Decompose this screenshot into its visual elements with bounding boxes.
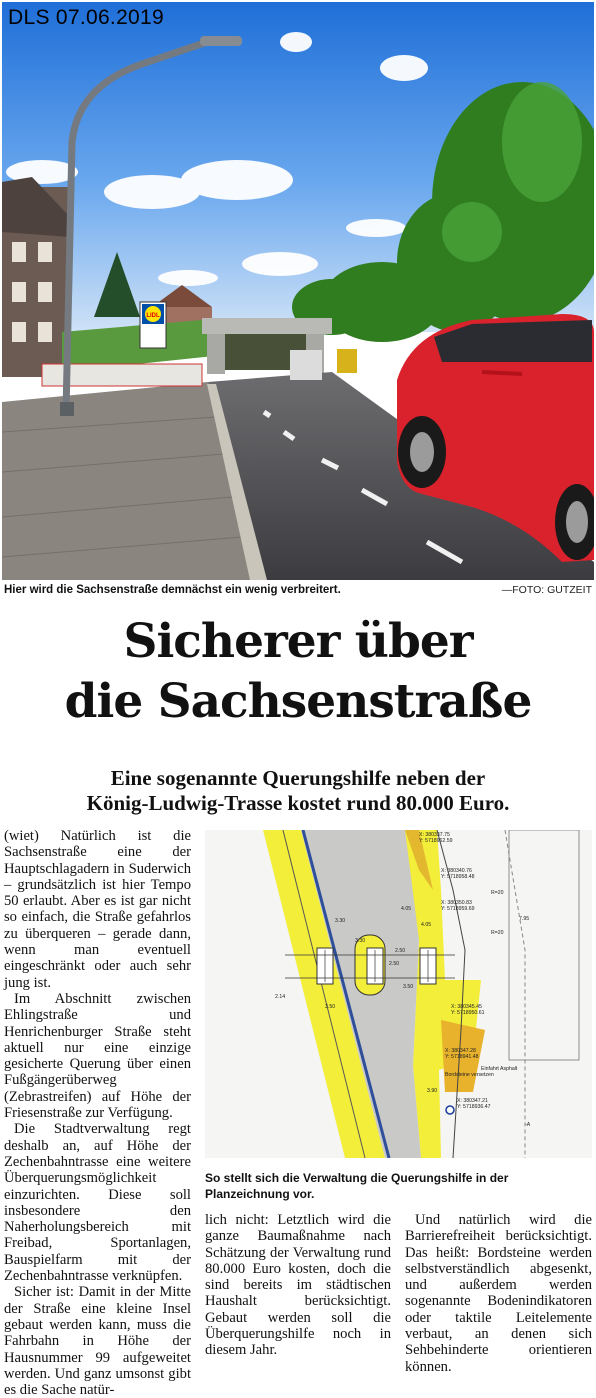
plan-label: 3.50 [325,1004,336,1010]
street-photo [2,2,594,580]
plan-label: Y: 5718959.69 [441,906,475,912]
paragraph: Sicher ist: Damit in der Mitte der Straße eine kleine Insel gebaut werden kann, muss die Fahrbahn in Höhe der Hausnummer 99 aufgeweitet werden. Und ganz umsonst gibt es die Sache natür- [4,1284,191,1398]
headline-line-1: Sicherer über [123,614,473,669]
paragraph: Die Stadtverwaltung regt deshalb an, auf Höhe der Zechenbahntrasse eine weitere Überquerungsmöglichkeit einzurichten. Diese soll insbesondere den Naherholungsbereich mit Freibad, Sportanlagen, Bauspielfarm mit der Zechenbahntrasse verknüpfen. [4,1121,191,1285]
paragraph: Und natürlich wird die Barrierefreiheit berücksichtigt. Das heißt: Bordsteine werden selbstverständlich abgesenkt, und außerdem werden sogenannte Bodenindikatoren oder taktile Leitelemente verbaut, an denen sich Sehbehinderte orientieren können. [405,1212,592,1375]
plan-label: R=20 [491,890,504,896]
plan-label: 7.95 [519,916,530,922]
photo-credit: —FOTO: GUTZEIT [501,584,592,596]
subheadline-line-1: Eine sogenannte Querungshilfe neben der [110,766,486,790]
plan-label: X: 380347.21 [457,1098,488,1104]
plan-label: Y: 5718941.48 [445,1054,479,1060]
plan-label: Y: 5718958.48 [441,874,475,880]
subheadline-line-2: König-Ludwig-Trasse kostet rund 80.000 Euro. [86,791,510,815]
plan-label: X: 380340.76 [441,868,472,874]
paragraph: lich nicht: Letztlich wird die ganze Baumaßnahme nach Schätzung der Verwaltung rund 80.000 Euro kosten, doch die sind bereits im städtischen Haushalt berücksichtigt. Gebaut werden soll die Überquerungshilfe noch in diesem Jahr. [205,1212,391,1359]
plan-label: X: 380345.45 [451,1004,482,1010]
photo-caption-row [2,582,594,600]
lidl-sign-text: LIDL [146,313,160,319]
plan-drawing [205,830,592,1158]
plan-label: X: 380347.28 [445,1048,476,1054]
headline [0,612,596,732]
plan-label: 3.30 [335,918,346,924]
plan-label: Y: 5718950.61 [451,1010,485,1016]
subheadline [0,766,596,816]
plan-label: 2.50 [389,961,400,967]
plan-label: X: 380337.75 [419,832,450,838]
plan-caption: So stellt sich die Verwaltung die Querungshilfe in der Planzeichnung vor. [205,1171,509,1201]
plan-label: 4.05 [401,906,412,912]
plan-label: Einfahrt Asphalt [481,1066,518,1072]
plan-label: 2.50 [395,948,406,954]
article-column-2 [205,1212,391,1359]
plan-label: R=20 [491,930,504,936]
plan-label: Y: 5718962.59 [419,838,453,844]
article-column-1 [4,828,191,1398]
plan-label: X: 380350.83 [441,900,472,906]
paragraph: (wiet) Natürlich ist die Sachsenstraße eine der Hauptschlagadern in Suderwich – grundsätzlich ist hier Tempo 50 erlaubt. Aber es ist gar nicht so einfach, die Straße gefahrlos zu überqueren – gerade dann, wenn man eventuell eingeschränkt oder auch sehr jung ist. [4,828,191,991]
plan-label: 4.05 [421,922,432,928]
plan-label: 3.30 [355,938,366,944]
plan-label: 2.14 [275,994,286,1000]
headline-line-2: die Sachsenstraße [64,674,532,729]
plan-label: Bordsteine versetzen [445,1072,494,1078]
article-column-3 [405,1212,592,1375]
paragraph: Im Abschnitt zwischen Ehlingstraße und Henrichenburger Straße steht aktuell nur eine einzige gesicherte Querung über einen Fußgängerüberweg (Zebrastreifen) auf Höhe der Friesenstraße zur Verfügung. [4,990,191,1122]
plan-label: Y: 5718936.47 [457,1104,491,1110]
date-stamp: DLS 07.06.2019 [8,6,164,29]
photo-caption: Hier wird die Sachsenstraße demnächst ein wenig verbreitert. [4,584,341,596]
plan-label: 3.90 [427,1088,438,1094]
plan-label: 3.50 [403,984,414,990]
plan-label: -A [525,1122,531,1128]
